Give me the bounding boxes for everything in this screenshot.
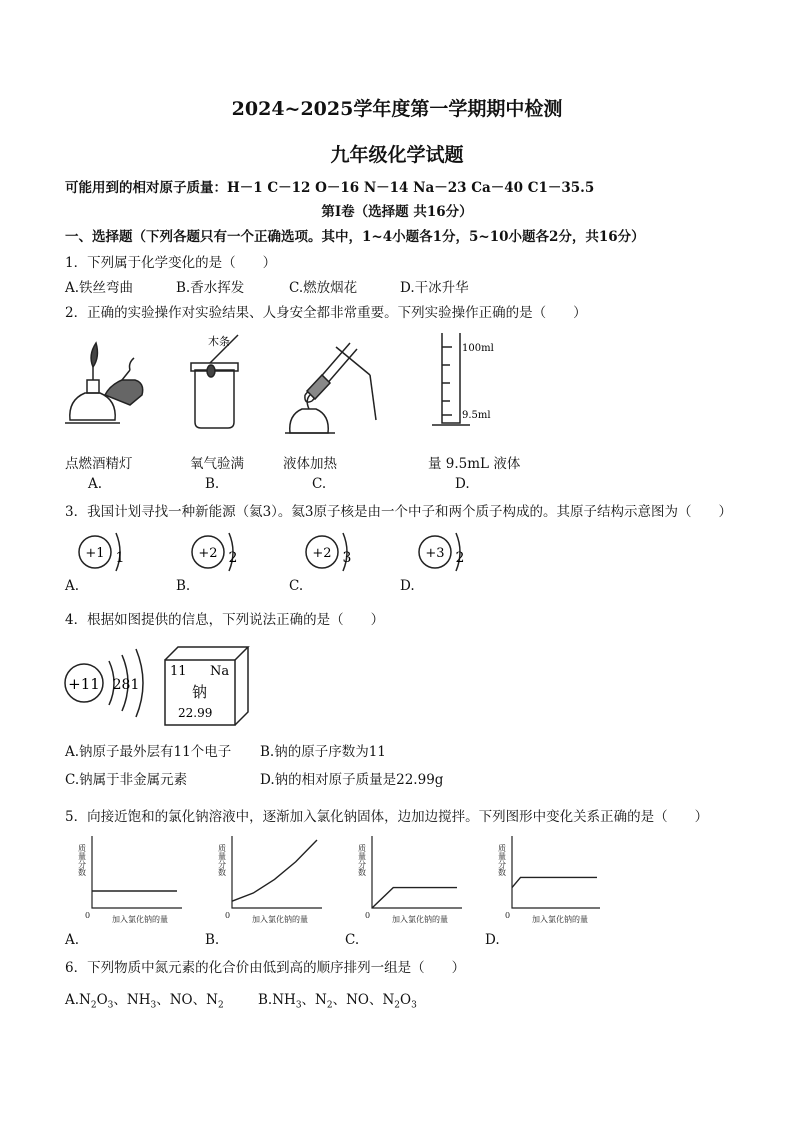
q3-electrons-c: 3 [342,550,352,566]
q6-option-a: $A.N_2O_3$、$NH_3$、NO、$N_2$ [65,992,224,1011]
element-mass: 22.99 [178,706,213,720]
q4-option-a: A.钠原子最外层有11个电子 [65,744,232,760]
q1-option-b: B.香水挥发 [176,280,245,296]
q3-nucleus-c: +2 [312,546,332,561]
q5-graph-xlabel: 加入氯化钠的量 [392,915,448,924]
q5-graph-line [372,888,457,908]
q3-letter-d: D. [400,578,415,594]
q5-graph-xlabel: 加入氯化钠的量 [532,915,588,924]
q3-electrons-a: 1 [115,550,125,566]
sodium-shells: 281 [112,677,140,693]
atomic-masses: 可能用到的相对原子质量：H－1 C－12 O－16 N－14 Na－23 Ca－40 C1－35.5 [65,180,595,196]
element-symbol: Na [210,664,230,679]
q3-letter-a: A. [65,578,80,594]
q2-caption-b: 氧气验满 [190,456,244,472]
q3-nucleus-a: +1 [85,546,105,561]
q5-graph-line [512,877,597,887]
q5-stem: 5．向接近饱和的氯化钠溶液中，逐渐加入氯化钠固体，边加边搅拌。下列图形中变化关系正确的是（ ） [65,809,709,825]
q5-graph-ylabel: 质量分数 [217,844,227,876]
element-name: 钠 [192,683,208,701]
q2-stem: 2．正确的实验操作对实验结果、人身安全都非常重要。下列实验操作正确的是（ ） [65,305,587,321]
exam-title: 2024~2025学年度第一学期期中检测 [231,98,563,120]
q6-option-b: $B.NH_3$、$N_2$、NO、$N_2O_3$ [258,992,417,1011]
q5-graph-axes [372,836,462,908]
q2-caption-d: 量 9.5mL 液体 [428,456,521,472]
q6-stem: 6．下列物质中氮元素的化合价由低到高的顺序排列一组是（ ） [65,960,466,976]
q5-graph-origin: 0 [85,911,91,920]
q5-graphs [60,830,600,945]
q3-letter-c: C. [289,578,304,594]
q4-option-b: B.钠的原子序数为11 [260,744,386,760]
q4-option-c: C.钠属于非金属元素 [65,772,188,788]
q5-graph-xlabel: 加入氯化钠的量 [252,915,308,924]
alcohol-lamp-figure [65,343,143,423]
q1-option-c: C.燃放烟花 [289,280,358,296]
q4-stem: 4．根据如图提供的信息，下列说法正确的是（ ） [65,612,385,628]
q2-letter-b: B. [205,476,220,492]
q3-electrons-d: 2 [455,550,465,566]
part-title: 第I卷（选择题 共16分） [321,204,473,220]
q5-graph-ylabel: 质量分数 [77,844,87,876]
q2-caption-c: 液体加热 [283,456,337,472]
section-title: 一、选择题（下列各题只有一个正确选项。其中，1~4小题各1分，5~10小题各2分，共16分） [65,229,645,245]
q2-caption-a: 点燃酒精灯 [65,456,133,472]
q1-option-a: A.铁丝弯曲 [65,280,134,296]
q5-graph-ylabel: 质量分数 [357,844,367,876]
q5-letter-c: C. [345,932,360,948]
exam-subtitle: 九年级化学试题 [330,144,464,166]
q5-graph-axes [512,836,600,908]
q3-electrons-b: 2 [228,550,238,566]
q4-sodium-figure [60,635,260,730]
q5-graph-ylabel: 质量分数 [497,844,507,876]
q5-letter-d: D. [485,932,500,948]
wood-stick-label: 木条 [208,335,230,348]
q3-atom-diagrams [60,525,500,580]
q1-option-d: D.干冰升华 [400,280,469,296]
q5-letter-a: A. [65,932,80,948]
cylinder-capacity-label: 100ml [462,343,494,354]
q5-graph-axes [92,836,182,908]
test-tube-heating-figure [285,343,376,433]
q5-graph-xlabel: 加入氯化钠的量 [112,915,168,924]
q5-graph-origin: 0 [225,911,231,920]
q3-nucleus-d: +3 [425,546,445,561]
q3-stem: 3．我国计划寻找一种新能源（氦3）。氦3原子核是由一个中子和两个质子构成的。其原子结构示意图为（ ） [65,504,733,520]
q2-apparatus-figures [60,325,560,445]
q3-letter-b: B. [176,578,191,594]
q5-graph-line [232,840,317,901]
gas-bottle-figure [191,335,238,428]
q5-letter-b: B. [205,932,220,948]
q4-option-d: D.钠的相对原子质量是22.99g [260,772,444,788]
q1-stem: 1．下列属于化学变化的是（ ） [65,255,277,271]
q2-letter-a: A. [88,476,103,492]
q5-graph-origin: 0 [505,911,511,920]
q5-graph-axes [232,836,322,908]
element-number: 11 [170,664,187,679]
q2-letter-c: C. [312,476,327,492]
q3-nucleus-b: +2 [198,546,218,561]
sodium-nucleus: +11 [68,675,100,693]
cylinder-reading-label: 9.5ml [462,410,491,421]
q5-graph-origin: 0 [365,911,371,920]
q2-letter-d: D. [455,476,470,492]
